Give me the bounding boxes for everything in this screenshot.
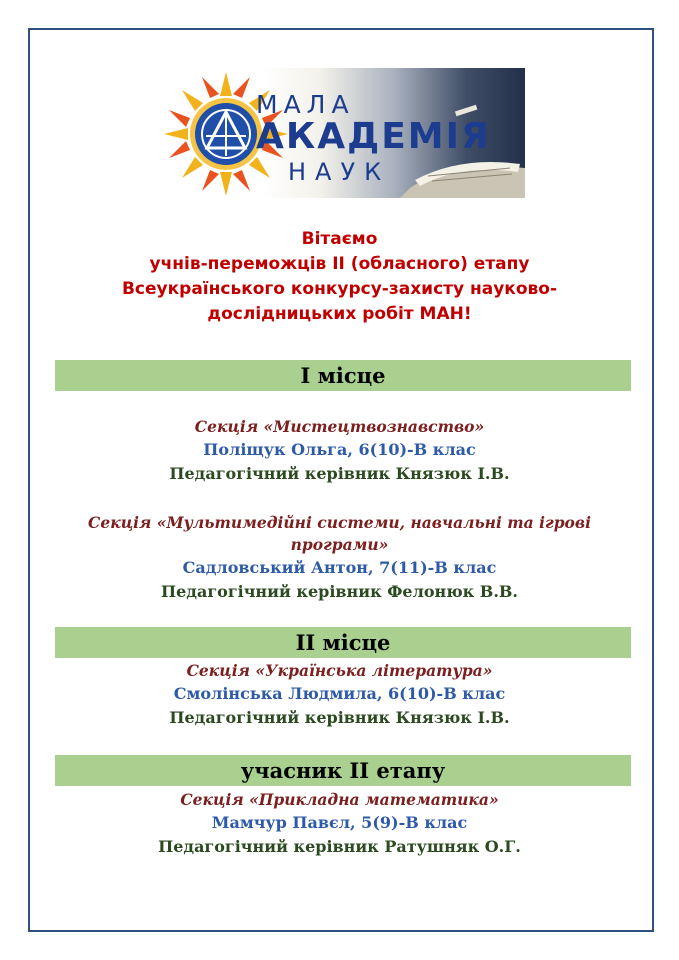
winner-entry: [40, 789, 639, 859]
student-name: Поліщук Ольга, 6(10)-В клас: [203, 440, 476, 459]
winner-entry: [40, 512, 639, 604]
place-banner-second: ІІ місце: [55, 627, 631, 658]
teacher-name: Педагогічний керівник Князюк І.В.: [169, 464, 510, 483]
winner-entry: [40, 660, 639, 730]
logo-text-mala: МАЛА: [256, 90, 355, 119]
section-name-continued: програми»: [290, 535, 389, 554]
student-name: Смолінська Людмила, 6(10)-В клас: [173, 684, 506, 703]
place-banner-first: І місце: [55, 360, 631, 391]
man-logo: [160, 68, 525, 198]
student-name: Садловський Антон, 7(11)-В клас: [182, 558, 497, 577]
teacher-name: Педагогічний керівник Ратушняк О.Г.: [158, 837, 521, 856]
section-name: Секція «Прикладна математика»: [180, 790, 499, 809]
greeting-heading: [40, 227, 639, 327]
greeting-line: Вітаємо: [301, 229, 378, 249]
section-name: Секція «Мультимедійні системи, навчальні та ігрові: [88, 513, 591, 532]
winner-entry: [40, 416, 639, 486]
greeting-line: учнів-переможців ІІ (обласного) етапу: [149, 254, 530, 274]
student-name: Мамчур Павєл, 5(9)-В клас: [211, 813, 468, 832]
greeting-line: Всеукраїнського конкурсу-захисту науково-: [121, 279, 558, 299]
teacher-name: Педагогічний керівник Фелонюк В.В.: [161, 582, 518, 601]
section-name: Секція «Українська література»: [186, 661, 493, 680]
logo-text-nauk: НАУК: [288, 158, 391, 186]
place-banner-participant: учасник ІІ етапу: [55, 755, 631, 786]
logo-text-akademiia: АКАДЕМІЯ: [256, 116, 491, 157]
teacher-name: Педагогічний керівник Князюк І.В.: [169, 708, 510, 727]
section-name: Секція «Мистецтвознавство»: [194, 417, 485, 436]
greeting-line: дослідницьких робіт МАН!: [207, 304, 472, 324]
